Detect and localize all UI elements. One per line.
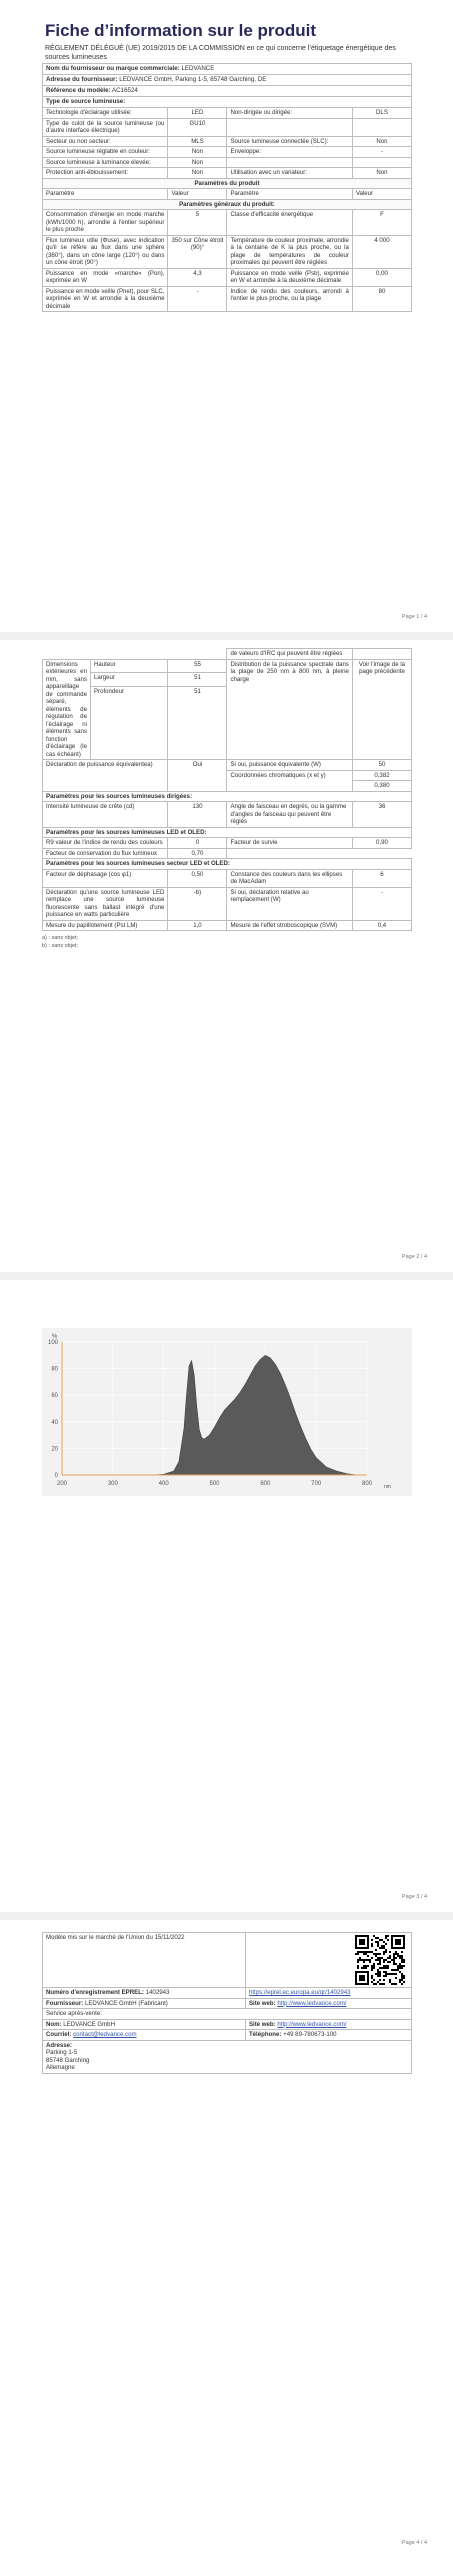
- footnote-a: a) : sans objet;: [42, 935, 79, 941]
- param-value: F: [352, 210, 411, 236]
- general-row: [43, 235, 412, 268]
- param-value: LED: [168, 108, 227, 119]
- stroboscopic-value: 0,4: [352, 920, 411, 931]
- x-axis-unit: nm: [384, 1484, 391, 1490]
- param-value: 80: [352, 286, 411, 312]
- param-label: Source lumineuse connectée (SLC):: [227, 136, 352, 147]
- general-row: [43, 268, 412, 286]
- y-tick-label: 20: [51, 1446, 58, 1453]
- param-label: Indice de rendu des couleurs, arrondi à l'entier le plus proche, ou la plage: [227, 286, 352, 312]
- general-band: Paramètres généraux du produit:: [43, 199, 412, 210]
- phone-label: Téléphone:: [248, 2031, 282, 2038]
- replace-claim-value: -: [352, 887, 411, 920]
- email-link[interactable]: contact@ledvance.com: [73, 2031, 137, 2038]
- param-label: Protection anti-éblouissement:: [43, 168, 168, 179]
- supplier-name-row: Nom du fournisseur ou marque commerciale: LEDVANCE: [42, 63, 412, 75]
- equiv-power-value: 50: [352, 760, 411, 771]
- email-label: Courriel:: [46, 2031, 72, 2038]
- params-table-continued: [42, 648, 412, 931]
- param-label: Non-dirigée ou dirigée:: [227, 108, 352, 119]
- col-head: Valeur: [352, 189, 411, 200]
- address-line: Allemagne: [46, 2064, 75, 2071]
- r9-value: 0: [168, 838, 227, 849]
- phase-value: 0,50: [168, 869, 227, 887]
- x-tick-label: 400: [158, 1481, 169, 1487]
- param-value: 4 000: [352, 235, 411, 268]
- type-header: Type de source lumineuse:: [42, 96, 412, 108]
- y-tick-label: 60: [51, 1393, 58, 1400]
- footnote-b: b) : sans objet;: [42, 943, 79, 949]
- x-tick-label: 200: [56, 1481, 68, 1487]
- after-sales-label: Service après-vente:: [43, 2009, 412, 2020]
- param-value: 5: [168, 210, 227, 236]
- param-value: Non: [352, 168, 411, 179]
- param-label: Puissance en mode «marche» (Pon), exprimée en W: [43, 268, 168, 286]
- replace-label: Déclaration qu'une source lumineuse LED remplace une source lumineuse fluorescente sans ballast intégré d'une puissance en watts particulière: [43, 887, 168, 920]
- beam-value: 36: [352, 802, 411, 828]
- replace-value: -b): [168, 887, 227, 920]
- page-number: Page 2 / 4: [401, 1254, 427, 1260]
- type-row: [43, 168, 412, 179]
- param-value: Non: [168, 168, 227, 179]
- equiv-power-label: Si oui, puissance équivalente (W): [227, 760, 352, 771]
- type-row: [43, 136, 412, 147]
- market-date: Modèle mis sur le marché de l'Union du 15/11/2022: [43, 1933, 246, 1988]
- website-link[interactable]: http://www.ledvance.com/: [277, 1999, 347, 2007]
- param-value: 350 sur Cône étroit (90)°: [168, 235, 227, 268]
- qr-code[interactable]: [355, 1935, 405, 1985]
- param-value: [352, 118, 411, 136]
- product-sheet: [42, 20, 412, 312]
- type-row: [43, 157, 412, 168]
- param-value: MLS: [168, 136, 227, 147]
- params-table: [42, 178, 412, 313]
- y-tick-label: 40: [51, 1419, 58, 1426]
- survival-label: Facteur de survie: [227, 838, 352, 849]
- stroboscopic-label: Mesure de l'effet stroboscopique (SVM): [227, 920, 352, 931]
- x-tick-label: 300: [107, 1481, 118, 1487]
- dim-label: Hauteur: [90, 659, 167, 673]
- survival-value: 0,90: [352, 838, 411, 849]
- chroma-y: 0,380: [352, 781, 411, 792]
- param-label: Utilisation avec un variateur:: [227, 168, 352, 179]
- equiv-label: Déclaration de puissance équivalentea): [43, 760, 168, 792]
- led-band: Paramètres pour les sources lumineuses LED et OLED:: [43, 827, 412, 838]
- x-tick-label: 600: [260, 1481, 271, 1487]
- address-line: Parking 1-5: [46, 2049, 78, 2056]
- service-name-value: LEDVANCE GmbH: [63, 2020, 115, 2028]
- param-label: [227, 118, 352, 136]
- x-tick-label: 700: [311, 1481, 322, 1487]
- spectrum-chart: [42, 1328, 412, 1496]
- spectrum-series-area: [154, 1355, 357, 1475]
- y-tick-label: 0: [54, 1473, 58, 1479]
- mains-band: Paramètres pour les sources lumineuses secteur LED et OLED:: [43, 859, 412, 870]
- phase-label: Facteur de déphasage (cos φ1): [43, 869, 168, 887]
- peak-value: 130: [168, 802, 227, 828]
- param-label: Puissance en mode veille (Pnet), pour SLC, exprimée en W et arrondie à la deuxième décimale: [43, 286, 168, 312]
- dim-value: 51: [168, 673, 227, 687]
- param-value: -: [352, 147, 411, 158]
- service-address: [43, 2040, 412, 2073]
- dim-label: Profondeur: [90, 687, 167, 760]
- page-1: [0, 0, 453, 632]
- col-head: Paramètre: [227, 189, 352, 200]
- x-tick-label: 500: [209, 1481, 220, 1487]
- page-separator: [0, 632, 453, 640]
- param-label: Consommation d'énergie en mode marche (kWh/1000 h), arrondie à l'entier supérieur le plus proche: [43, 210, 168, 236]
- directed-band: Paramètres pour les sources lumineuses dirigées:: [43, 791, 412, 802]
- page-title: Fiche d’information sur le produit: [45, 21, 317, 40]
- address-line: 85748 Garching: [46, 2056, 90, 2064]
- param-value: [352, 157, 411, 168]
- param-label: Technologie d'éclairage utilisée:: [43, 108, 168, 119]
- address-label: Adresse:: [46, 2041, 73, 2049]
- param-label: Puissance en mode veille (Psb), exprimée en W et arrondie à la deuxième décimale: [227, 268, 352, 286]
- page-number: Page 3 / 4: [401, 1894, 427, 1900]
- dimensions-label: Dimensions extérieures en mm, sans appareillage de commande séparé, éléments de régulation de l'éclairage ni éléments sans fonction d'éclairage (le cas échéant): [43, 659, 91, 760]
- product-sheet-continued: [42, 648, 412, 950]
- supplier-label: Fournisseur:: [46, 1999, 84, 2007]
- website-label: Site web:: [248, 1999, 276, 2007]
- eprel-sheet: [42, 1932, 412, 2074]
- dim-label: Largeur: [90, 673, 167, 687]
- service-website-link[interactable]: http://www.ledvance.com/: [277, 2020, 347, 2028]
- page-separator: [0, 1272, 453, 1280]
- spectral-value: Voir l'image de la page précédente: [352, 659, 411, 760]
- dim-value: 51: [168, 687, 227, 760]
- spectral-label: Distribution de la puissance spectrale dans la plage de 250 nm à 800 nm, à pleine charge: [227, 659, 352, 760]
- spectrum-chart-panel: [42, 1328, 412, 1496]
- col-head: Valeur: [168, 189, 227, 200]
- eprel-link[interactable]: https://eprel.ec.europa.eu/qr/1402943: [248, 1989, 351, 1996]
- param-label: Type de culot de la source lumineuse (ou d'autre interface électrique): [43, 118, 168, 136]
- phone-value: +49 89-780673-100: [283, 2031, 337, 2038]
- param-value: Non: [168, 157, 227, 168]
- x-tick-label: 800: [361, 1481, 373, 1487]
- chroma-x: 0,382: [352, 770, 411, 781]
- equiv-value: Oui: [168, 760, 227, 792]
- peak-label: Intensité lumineuse de crête (cd): [43, 802, 168, 828]
- param-label: Enveloppe:: [227, 147, 352, 158]
- regulation-text: RÈGLEMENT DÉLÉGUÉ (UE) 2019/2015 DE LA COMMISSION en ce qui concerne l’étiquetage énergétique des sources lumineuses: [45, 45, 396, 61]
- page-3: [0, 1280, 453, 1912]
- param-value: -: [168, 286, 227, 312]
- y-tick-label: 80: [51, 1366, 58, 1373]
- param-label: Flux lumineux utile (Φuse), avec indication qu'il se réfère au flux dans une sphère (360°), dans un cône large (120°) ou dans un cône étroit (90°): [43, 235, 168, 268]
- page-2: [0, 640, 453, 1272]
- r9-label: R9 valeur de l'indice de rendu des couleurs: [43, 838, 168, 849]
- param-label: [227, 157, 352, 168]
- y-axis-unit: %: [52, 1334, 58, 1340]
- maintenance-value: 0,70: [168, 848, 227, 859]
- chroma-label: Coordonnées chromatiques (x et y): [227, 770, 352, 791]
- dim-value: 55: [168, 659, 227, 673]
- page-4: [0, 1920, 453, 2560]
- beam-label: Angle de faisceau en degrés, ou la gamme d'angles de faisceau qui peuvent être réglés: [227, 802, 352, 828]
- param-value: 0,00: [352, 268, 411, 286]
- param-value: Non: [168, 147, 227, 158]
- eprel-number: 1402943: [145, 1989, 170, 1996]
- param-value: Non: [352, 136, 411, 147]
- param-label: Température de couleur proximale, arrondie à la centaine de K la plus proche, ou la plage de températures de couleur proximales qui peuvent être réglées: [227, 235, 352, 268]
- type-row: [43, 108, 412, 119]
- param-value: 4,3: [168, 268, 227, 286]
- macadam-label: Constance des couleurs dans les ellipses de MacAdam: [227, 869, 352, 887]
- col-head: Paramètre: [43, 189, 168, 200]
- param-value: DLS: [352, 108, 411, 119]
- supplier-address-row: Adresse du fournisseur: LEDVANCE GmbH, Parking 1-5, 85748 Garching, DE: [42, 74, 412, 86]
- page-separator: [0, 1912, 453, 1920]
- cri-continued: de valeurs d'IRC qui peuvent être réglées: [227, 649, 352, 660]
- type-table: [42, 107, 412, 179]
- flicker-label: Mesure du papillotement (Pst LM): [43, 920, 168, 931]
- supplier-value: LEDVANCE GmbH (Fabricant): [84, 1999, 168, 2007]
- flicker-value: 1,0: [168, 920, 227, 931]
- general-row: [43, 210, 412, 236]
- service-website-label: Site web:: [248, 2020, 276, 2028]
- general-row: [43, 286, 412, 312]
- type-row: [43, 147, 412, 158]
- eprel-label: Numéro d'enregistrement EPREL:: [46, 1989, 144, 1996]
- param-label: Secteur ou non secteur:: [43, 136, 168, 147]
- y-tick-label: 100: [47, 1340, 58, 1346]
- replace-claim-label: Si oui, déclaration relative au remplacement (W): [227, 887, 352, 920]
- maintenance-label: Facteur de conservation du flux lumineux: [43, 848, 168, 859]
- param-label: Source lumineuse réglable en couleur:: [43, 147, 168, 158]
- param-value: GU10: [168, 118, 227, 136]
- param-label: Source lumineuse à luminance élevée:: [43, 157, 168, 168]
- service-name-label: Nom:: [46, 2020, 62, 2028]
- type-row: [43, 118, 412, 136]
- page-number: Page 1 / 4: [401, 614, 427, 620]
- model-row: Référence du modèle: AC16524: [42, 85, 412, 97]
- params-band: Paramètres du produit: [43, 178, 412, 189]
- param-label: Classe d'efficacité énergétique: [227, 210, 352, 236]
- eprel-table: [42, 1932, 412, 2074]
- macadam-value: 6: [352, 869, 411, 887]
- page-number: Page 4 / 4: [401, 2540, 427, 2546]
